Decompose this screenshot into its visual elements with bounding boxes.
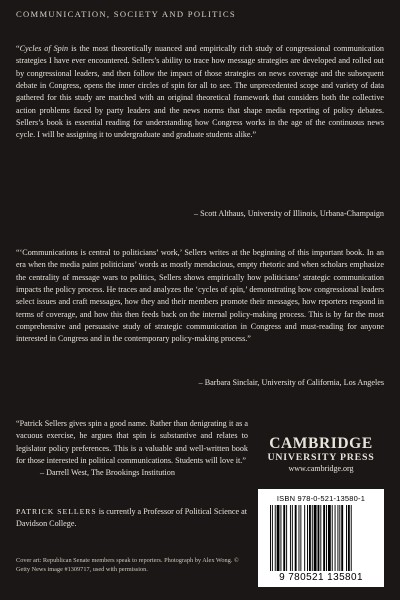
barcode-bar — [270, 505, 271, 571]
cover-art-credit: Cover art: Republican Senate members speak to reporters. Photograph by Alex Wong. © Getty News image #1309717, used with permission. — [16, 557, 239, 573]
barcode-bar — [341, 505, 343, 571]
barcode-bar — [300, 505, 301, 571]
author-name: PATRICK SELLERS — [16, 507, 97, 516]
review-quote-1: “Cycles of Spin is the most theoretically nuanced and empirically rich study of congressional communication strategies I have ever encountered. Sellers’s ability to trace how message strategies are developed and rolled out by congressional leaders, and then follow the impact of those strategies on news coverage and the subsequent debate in Congress, opens the inner circles of spin for all to see. The unprecedented scope and variety of data gathered for this study are matched with an original theoretical framework that considers both the collective action problems faced by party leaders and the news norms that shape media reporting of policy debates. Sellers’s book is essential reading for understanding how Congress works in the age of the continuous news cycle. I will be assigning it to undergraduate and graduate students alike.” — [16, 44, 384, 140]
barcode-bar — [320, 505, 321, 571]
quote-2-attribution: – Barbara Sinclair, University of California, Los Angeles — [198, 378, 384, 387]
barcode-bar — [280, 505, 281, 571]
barcode-bar — [309, 505, 311, 571]
author-bio — [16, 506, 248, 531]
barcode-bar — [272, 505, 273, 571]
barcode-bar — [283, 505, 285, 571]
barcode-bar — [304, 505, 305, 571]
barcode-bar — [312, 505, 313, 571]
quote-1-text: is the most theoretically nuanced and empirically rich study of congressional communication strategies I have ever encountered. Sellers’s ability to trace how message strategies are developed and rolled out by congressional leaders, and then follow the impact of those strategies on news coverage and the subsequent debate in Congress, opens the inner circles of spin for all to see. The unprecedented scope and variety of data gathered for this study are matched with an original theoretical framework that considers both the collective action problems faced by party leaders and the news norms that shape media reporting of policy debates. Sellers’s book is essential reading for understanding how Congress works in the age of the continuous news cycle. I will be assigning it to undergraduate and graduate students alike.” — [16, 44, 384, 140]
author-bio-text: is currently a Professor of Political Science at Davidson College. — [16, 507, 247, 529]
barcode-bar — [323, 505, 325, 571]
review-quote-3: “Patrick Sellers gives spin a good name. Rather than denigrating it as a vacuous exercise, he argues that spin is substantive and relates to legislator policy preferences. This is a valuable and well-written book for those interested in political communications. Students will love it.” — [16, 419, 248, 466]
barcode-bar — [314, 505, 317, 571]
barcode-panel — [258, 489, 384, 587]
barcode-bar — [328, 505, 331, 571]
publisher-name: CAMBRIDGE — [269, 435, 373, 452]
barcode-bar — [292, 505, 293, 571]
barcode-bar — [337, 505, 338, 571]
isbn-label: ISBN 978-0-521-13580-1 — [276, 494, 366, 503]
barcode-digits: 9 780521 135801 — [279, 572, 363, 583]
publisher-url: www.cambridge.org — [288, 464, 354, 473]
book-title: Cycles of Spin — [19, 44, 69, 53]
barcode-bar — [290, 505, 291, 571]
barcode-bar — [286, 505, 287, 571]
barcode-bar — [339, 505, 340, 571]
barcode-bar — [295, 505, 297, 571]
barcode-bar — [346, 505, 347, 571]
barcode-icon — [268, 505, 374, 571]
series-title: COMMUNICATION, SOCIETY AND POLITICS — [16, 9, 236, 19]
quote-3-attribution: – Darrell West, The Brookings Institution — [40, 468, 175, 477]
review-quote-2: “‘Communications is central to politicians’ work,’ Sellers writes at the beginning of this important book. In an era when the media paint politicians’ words as mostly mendacious, empty rhetoric and when scholars emphasize the centrality of message wars to politics, Sellers shows empirically how politicians’ strategic communication impacts the policy process. He traces and analyzes the ‘cycles of spin,’ demonstrating how congressional leaders select issues and craft messages, how they and their members promote their messages, how reporters respond in terms of coverage, and how this then feeds back on the internal policy-making process. This is by far the most comprehensive and persuasive study of strategic communication in Congress and must-reading for anyone interested in Congress and in the contemporary policy-making process.” — [16, 248, 384, 344]
barcode-bar — [277, 505, 280, 571]
barcode-bar — [332, 505, 333, 571]
barcode-bar — [348, 505, 350, 571]
barcode-bar — [335, 505, 336, 571]
barcode-bar — [326, 505, 327, 571]
barcode-bar — [299, 505, 300, 571]
barcode-bar — [318, 505, 320, 571]
publisher-press: UNIVERSITY PRESS — [267, 452, 375, 463]
barcode-bar — [307, 505, 308, 571]
barcode-bar — [351, 505, 352, 571]
quote-1-attribution: – Scott Althaus, University of Illinois, Urbana-Champaign — [193, 209, 384, 218]
publisher-logo — [258, 436, 384, 474]
barcode-bar — [275, 505, 276, 571]
